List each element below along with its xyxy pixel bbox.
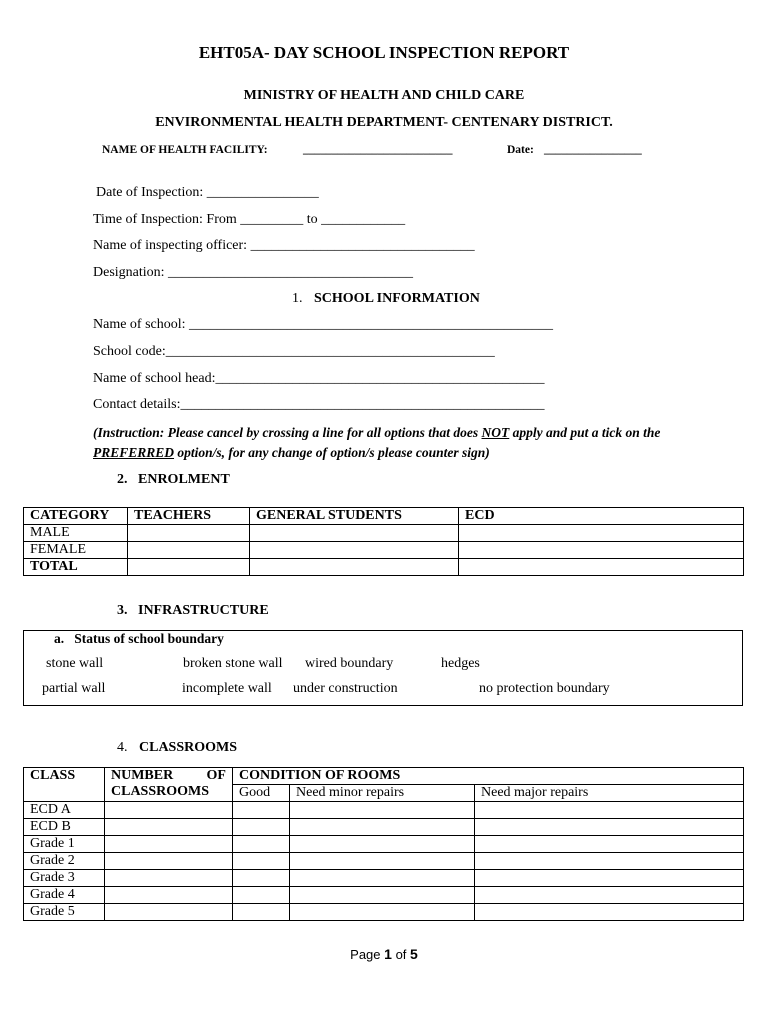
facility-label: NAME OF HEALTH FACILITY: — [102, 144, 268, 156]
ministry-heading: MINISTRY OF HEALTH AND CHILD CARE — [243, 88, 525, 103]
row-label: Grade 4 — [24, 887, 105, 904]
header-class: CLASS — [24, 768, 105, 802]
table-row — [24, 819, 744, 836]
input-cell[interactable] — [233, 802, 290, 819]
row-label-female: FEMALE — [24, 542, 128, 559]
header-good: Good — [233, 785, 290, 802]
input-cell[interactable] — [459, 559, 744, 576]
table-row — [24, 802, 744, 819]
facility-field[interactable]: __________________________ — [303, 144, 453, 156]
option-no-protection-boundary[interactable]: no protection boundary — [479, 681, 610, 696]
input-cell[interactable] — [105, 802, 233, 819]
input-cell[interactable] — [475, 819, 744, 836]
of-word: of — [395, 947, 407, 962]
input-cell[interactable] — [105, 904, 233, 921]
input-cell[interactable] — [233, 870, 290, 887]
header-minor-repairs: Need minor repairs — [290, 785, 475, 802]
enrolment-header-row — [24, 508, 744, 525]
input-cell[interactable] — [250, 542, 459, 559]
classrooms-header-row — [24, 768, 744, 785]
header-general-students: GENERAL STUDENTS — [250, 508, 459, 525]
page-total: 5 — [410, 946, 418, 962]
section-2-title: 2. ENROLMENT — [117, 472, 230, 487]
input-cell[interactable] — [250, 525, 459, 542]
table-row — [24, 559, 744, 576]
input-cell[interactable] — [233, 853, 290, 870]
input-cell[interactable] — [475, 870, 744, 887]
boundary-subtitle: a. Status of school boundary — [54, 631, 224, 646]
input-cell[interactable] — [128, 559, 250, 576]
designation-field[interactable]: Designation: ___________________________________ — [93, 265, 414, 280]
input-cell[interactable] — [128, 542, 250, 559]
header-condition-of-rooms: CONDITION OF ROOMS — [233, 768, 744, 785]
input-cell[interactable] — [459, 525, 744, 542]
instruction-note: (Instruction: Please cancel by crossing a line for all options that does NOT apply and put a tick on the PREFERRED option/s, for any change of option/s please counter sign) — [93, 425, 661, 460]
input-cell[interactable] — [233, 819, 290, 836]
input-cell[interactable] — [105, 887, 233, 904]
input-cell[interactable] — [459, 542, 744, 559]
option-stone-wall[interactable]: stone wall — [46, 656, 104, 671]
input-cell[interactable] — [290, 819, 475, 836]
option-broken-stone-wall[interactable]: broken stone wall — [183, 656, 283, 671]
option-under-construction[interactable]: under construction — [293, 681, 398, 696]
input-cell[interactable] — [475, 836, 744, 853]
input-cell[interactable] — [105, 836, 233, 853]
row-label: ECD A — [24, 802, 105, 819]
table-row — [24, 836, 744, 853]
header-major-repairs: Need major repairs — [475, 785, 744, 802]
input-cell[interactable] — [290, 836, 475, 853]
option-incomplete-wall[interactable]: incomplete wall — [182, 681, 272, 696]
classrooms-table — [23, 767, 744, 921]
enrolment-table — [23, 507, 744, 576]
input-cell[interactable] — [105, 853, 233, 870]
row-label: ECD B — [24, 819, 105, 836]
page-number: 1 — [384, 946, 392, 962]
section-1-number: 1. — [292, 291, 303, 306]
input-cell[interactable] — [233, 904, 290, 921]
input-cell[interactable] — [233, 887, 290, 904]
department-heading: ENVIRONMENTAL HEALTH DEPARTMENT- CENTENARY DISTRICT. — [155, 115, 613, 130]
school-name-field[interactable]: Name of school: ____________________________________________________ — [93, 317, 554, 332]
inspection-date-field[interactable]: Date of Inspection: ________________ — [96, 185, 319, 200]
section-1-title: SCHOOL INFORMATION — [314, 291, 480, 306]
header-number-of-classrooms: NUMBER OF CLASSROOMS — [105, 768, 233, 802]
date-field[interactable]: _________________ — [544, 144, 642, 156]
page-word: Page — [350, 947, 381, 962]
option-partial-wall[interactable]: partial wall — [42, 681, 106, 696]
section-3-title: 3. INFRASTRUCTURE — [117, 603, 269, 618]
section-4-number: 4. — [117, 740, 128, 755]
table-row — [24, 904, 744, 921]
option-hedges[interactable]: hedges — [441, 656, 480, 671]
input-cell[interactable] — [290, 887, 475, 904]
page-footer — [0, 946, 768, 962]
input-cell[interactable] — [290, 904, 475, 921]
row-label-male: MALE — [24, 525, 128, 542]
contact-details-field[interactable]: Contact details:____________________________________________________ — [93, 397, 545, 412]
inspection-time-field[interactable]: Time of Inspection: From _________ to ____________ — [93, 212, 406, 227]
input-cell[interactable] — [105, 819, 233, 836]
header-category: CATEGORY — [24, 508, 128, 525]
input-cell[interactable] — [105, 870, 233, 887]
date-label: Date: — [507, 144, 534, 156]
input-cell[interactable] — [128, 525, 250, 542]
header-teachers: TEACHERS — [128, 508, 250, 525]
row-label-total: TOTAL — [24, 559, 128, 576]
input-cell[interactable] — [290, 802, 475, 819]
section-4-title: CLASSROOMS — [139, 740, 238, 755]
school-code-field[interactable]: School code:_______________________________________________ — [93, 344, 495, 359]
input-cell[interactable] — [250, 559, 459, 576]
table-row — [24, 887, 744, 904]
input-cell[interactable] — [233, 836, 290, 853]
input-cell[interactable] — [290, 853, 475, 870]
row-label: Grade 1 — [24, 836, 105, 853]
header-ecd: ECD — [459, 508, 744, 525]
row-label: Grade 5 — [24, 904, 105, 921]
table-row — [24, 853, 744, 870]
row-label: Grade 3 — [24, 870, 105, 887]
input-cell[interactable] — [475, 904, 744, 921]
input-cell[interactable] — [475, 802, 744, 819]
school-head-field[interactable]: Name of school head:_______________________________________________ — [93, 371, 545, 386]
table-row — [24, 542, 744, 559]
inspecting-officer-field[interactable]: Name of inspecting officer: ________________________________ — [93, 238, 475, 253]
input-cell[interactable] — [475, 853, 744, 870]
input-cell[interactable] — [290, 870, 475, 887]
option-wired-boundary[interactable]: wired boundary — [305, 656, 394, 671]
table-row — [24, 870, 744, 887]
input-cell[interactable] — [475, 887, 744, 904]
row-label: Grade 2 — [24, 853, 105, 870]
table-row — [24, 525, 744, 542]
document-title: EHT05A- DAY SCHOOL INSPECTION REPORT — [198, 43, 570, 62]
